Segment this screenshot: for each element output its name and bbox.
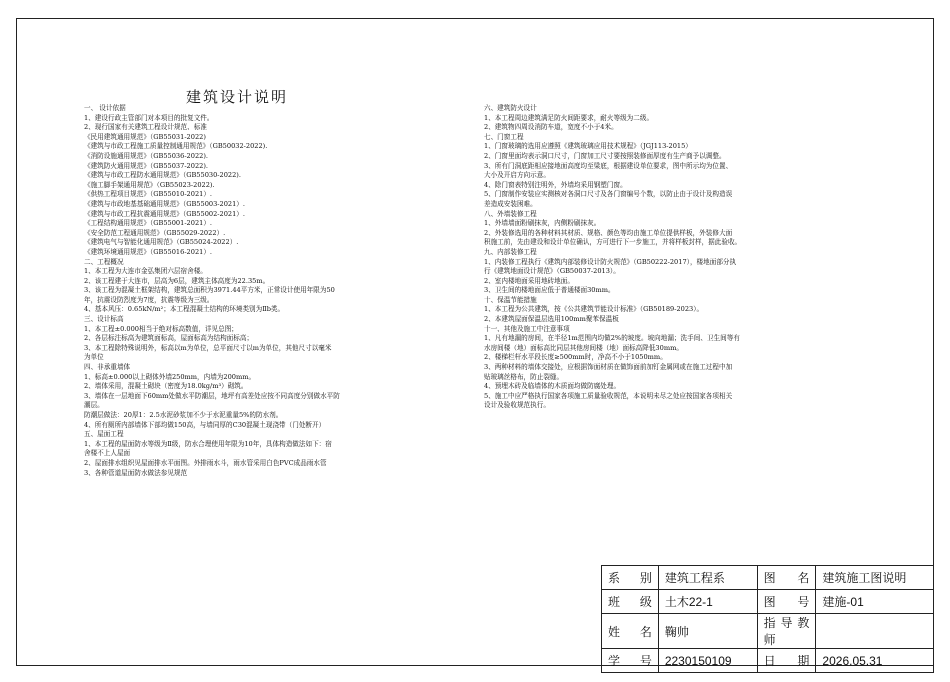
- note-line: 1、凡有地漏的房间，在半径1m范围内均做2%的坡度。坡向地漏；洗手间、卫生间等有: [484, 334, 740, 343]
- note-line: 积施工前，先由建设和设计单位确认，方可进行下一步施工，并将样板封样，据此验收。: [484, 238, 742, 247]
- note-line: 八、外墙装修工程: [484, 209, 537, 218]
- note-line: 5、门窗制作安装应实测核对各洞口尺寸及各门窗编号个数，以防止由于设计及构造误: [484, 190, 733, 199]
- note-line: 4、所有厕所内部墙体下部均做150高，与墙同厚的C30混凝土现浇带（门处断开）: [84, 420, 326, 429]
- note-line: 2、该工程建于大连市，层高为6层，建筑主体高度为22.35m。: [84, 276, 270, 285]
- note-line: 3、该工程为混凝土框架结构，建筑总面积为3971.44平方米，正常设计使用年限为50: [84, 286, 335, 295]
- note-line: 1、门窗玻璃的选用应遵照《建筑玻璃应用技术规程》（JGJ113-2015）: [484, 142, 692, 151]
- note-line: 十、保温节能措施: [484, 295, 537, 304]
- note-line: 1、本工程±0.000相当于绝对标高数值，详见总图；: [84, 324, 238, 333]
- note-line: 2、现行国家有关建筑工程设计规范、标准: [84, 123, 207, 132]
- title-block-value: 建筑施工图说明: [816, 566, 934, 590]
- note-line: 《民用建筑通用规范》（GB55031-2022): [84, 132, 206, 141]
- note-line: 3、卫生间的楼地面应低于普通楼面30mm。: [484, 286, 615, 295]
- note-line: 1、本工程为公共建筑，按《公共建筑节能设计标准》（GB50189-2023）。: [484, 305, 704, 314]
- note-line: 潮层。: [84, 401, 104, 410]
- note-line: 《建筑与市政工程抗震通用规范》（GB55002-2021）.: [84, 209, 245, 218]
- title-block: [601, 565, 934, 673]
- title-block-value: [816, 614, 934, 649]
- title-block-row: [602, 566, 934, 590]
- note-line: 2、本建筑屋面保温层选用100mm聚苯保温板: [484, 315, 619, 324]
- note-line: 2、墙体采用，混凝土砌块（密度为18.0kg/m³）砌筑。: [84, 382, 248, 391]
- title-block-value: 建筑工程系: [658, 566, 757, 590]
- note-line: 2、建筑物四周设消防车道，宽度不小于4米。: [484, 123, 618, 132]
- note-line: 2、外装修选用的各种材料其材质、规格、颜色等均由施工单位提供样板，外装修大面: [484, 228, 733, 237]
- note-line: 5、施工中应严格执行国家各项施工质量验收规范，本说明未尽之处应按国家各项相关: [484, 391, 733, 400]
- note-line: 水房间楼（地）面标高比同层其他房间楼（地）面标高降低30mm。: [484, 343, 683, 352]
- note-line: 《消防设施通用规范》（GB55036-2022).: [84, 151, 208, 160]
- note-line: 1、本工程为大连市金弘集团六层宿舍楼。: [84, 267, 207, 276]
- note-line: 四、非承重墙体: [84, 363, 131, 372]
- note-line: 《安全防范工程通用规范》（GB55029-2022）.: [84, 228, 226, 237]
- title-block-label: 指导教师: [757, 614, 816, 649]
- note-line: 3、所有门洞底距相应接地面高度均至梁底，根据建设单位要求，图中所示均为位置、: [484, 161, 733, 170]
- title-block-label: 图 号: [757, 590, 816, 614]
- note-line: 3、本工程除特殊说明外，标高以m为单位，总平面尺寸以m为单位，其他尺寸以毫米: [84, 343, 332, 352]
- title-block-label: 姓 名: [602, 614, 659, 649]
- title-block-label: 系 别: [602, 566, 659, 590]
- note-line: 三、设计标高: [84, 315, 124, 324]
- note-line: 七、门窗工程: [484, 132, 524, 141]
- title-block-row: [602, 590, 934, 614]
- note-line: 五、屋面工程: [84, 430, 124, 439]
- document-title: 建筑设计说明: [186, 88, 289, 106]
- title-block-value: 2026.05.31: [816, 649, 934, 673]
- note-line: 为单位: [84, 353, 104, 362]
- title-block-value: 鞠帅: [658, 614, 757, 649]
- note-line: 3、两种材料的墙体交接处，应根据饰面材质在做饰面前加钉金属网或在施工过程中加: [484, 363, 733, 372]
- note-line: 《建筑电气与智能化通用规范》（GB55024-2022）.: [84, 238, 239, 247]
- note-line: 《建筑与市政工程施工质量控制通用规范》（GB50032-2022).: [84, 142, 268, 151]
- note-line: 防潮层做法：20厚1：2.5水泥砂浆加不少于水泥重量5%的防水剂。: [84, 411, 283, 419]
- note-line: 2、室内楼地面采用地砖地面。: [484, 276, 574, 285]
- note-line: 行《建筑地面设计规范》（GB50037-2013）。: [484, 267, 620, 276]
- note-line: 4、预埋木砖及临墙体的木质面均做防腐处理。: [484, 382, 621, 391]
- note-line: 1、标高±0.000以上砌体外墙250mm，内墙为200mm。: [84, 372, 256, 381]
- title-block-label: 日 期: [757, 649, 816, 673]
- note-line: 年，抗震设防烈度为7度，抗震等级为三级。: [84, 295, 214, 304]
- notes-right-column: [484, 104, 894, 411]
- note-line: 舍楼不上人屋面: [84, 449, 131, 458]
- title-block-label: 学 号: [602, 649, 659, 673]
- note-line: 《施工脚手架通用规范》（GB55023-2022).: [84, 180, 215, 189]
- note-line: 《建筑与市政地基基础通用规范》（GB55003-2021）.: [84, 199, 245, 208]
- note-line: 九、内部装修工程: [484, 247, 537, 256]
- note-line: 《建筑与市政工程防水通用规范》（GB55030-2022).: [84, 171, 241, 180]
- note-line: 1、建设行政主管部门对本项目的批复文件。: [84, 113, 214, 122]
- note-line: 2、楼梯栏杆水平段长度≥500mm时，净高不小于1050mm。: [484, 353, 667, 362]
- note-line: 十一、其他及施工中注意事项: [484, 324, 570, 333]
- note-line: 3、各种管道屋面防水做法参见规范: [84, 468, 188, 477]
- note-line: 4、基本风压：0.65kN/m²；本工程混凝土结构的环境类别为Ⅱb类。: [84, 305, 285, 314]
- note-line: 一、 设计依据: [84, 104, 126, 112]
- note-line: 设计及验收规范执行。: [484, 401, 550, 410]
- note-line: 1、内装修工程执行《建筑内部装修设计防火规范》（GB50222-2017），楼地面部分执: [484, 257, 737, 266]
- title-block-row: [602, 649, 934, 673]
- note-line: 贴玻璃丝格布，防止裂缝。: [484, 372, 564, 381]
- note-line: 2、门窗里面均表示洞口尺寸，门窗加工尺寸要按照装修面厚度有生产商予以调整。: [484, 151, 726, 160]
- title-block-value: 2230150109: [658, 649, 757, 673]
- note-line: 1、本工程的屋面防水等级为Ⅱ级，防水合理使用年限为10年，具体构造做法如下：宿: [84, 439, 332, 448]
- note-line: 《建筑防火通用规范》（GB55037-2022).: [84, 161, 208, 170]
- note-line: 1、本工程周边建筑满足防火间距要求，耐火等级为二级。: [484, 113, 654, 122]
- note-line: 《供热工程项目规范》（GB55010-2021）.: [84, 190, 213, 199]
- title-block-value: 建施-01: [816, 590, 934, 614]
- note-line: 《工程结构通用规范》（GB55001-2021）.: [84, 219, 213, 228]
- note-line: 差造成安装困难。: [484, 199, 537, 208]
- title-block-label: 班 级: [602, 590, 659, 614]
- note-line: 二、工程概况: [84, 257, 124, 266]
- note-line: 4、除门窗表特别注明外，外墙均采用钢塑门窗。: [484, 180, 627, 189]
- note-line: 六、建筑防火设计: [484, 104, 537, 112]
- notes-left-column: [84, 104, 474, 478]
- note-line: 2、屋面排水组织见屋面排水平面图。外排雨水斗，雨水管采用白色PVC成品雨水管: [84, 458, 327, 467]
- note-line: 大小及开启方向示意。: [484, 171, 550, 180]
- title-block-row: [602, 614, 934, 649]
- title-block-label: 图 名: [757, 566, 816, 590]
- note-line: 《建筑环境通用规范》（GB55016-2021）.: [84, 247, 213, 256]
- note-line: 2、各层标注标高为建筑面标高，屋面标高为结构面标高；: [84, 334, 254, 343]
- note-line: 3、墙体在一层地面下60mm处做水平防潮层，地坪有高差处应按不同高度分别做水平防: [84, 391, 340, 400]
- note-line: 1、外墙墙面粉刷抹灰，内侧粉刷抹灰。: [484, 219, 601, 228]
- title-block-value: 土木22-1: [658, 590, 757, 614]
